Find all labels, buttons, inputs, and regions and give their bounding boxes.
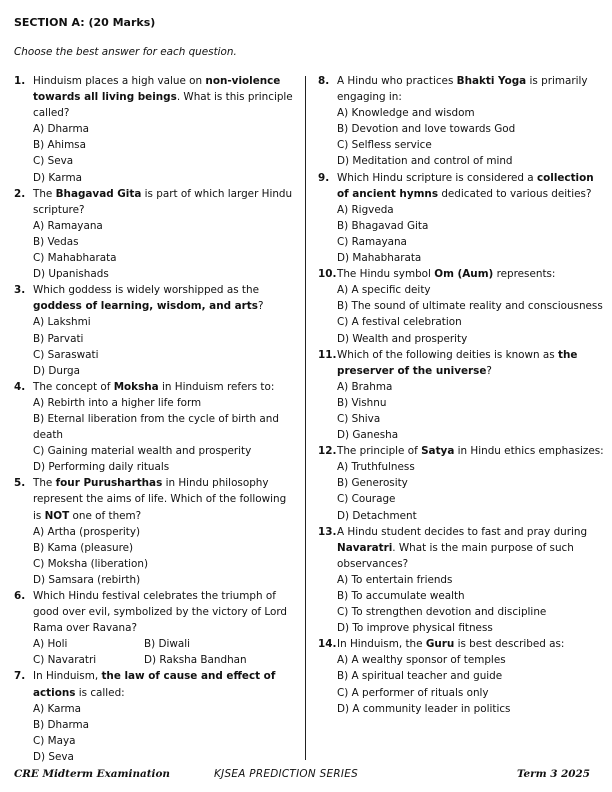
question-text-segment: The xyxy=(33,187,56,200)
question-text-segment: The principle of xyxy=(337,445,422,458)
question-item xyxy=(14,73,296,186)
answer-option: D) Karma xyxy=(33,171,82,184)
question-text-segment: The concept of xyxy=(33,380,114,393)
answer-option: C) To strengthen devotion and discipline xyxy=(337,606,547,619)
questions-column-right xyxy=(318,73,604,717)
question-text xyxy=(33,186,296,218)
question-text-segment: Which Hindu festival celebrates the triumph of good over evil, symbolized by the victory of Lord Rama over Ravana? xyxy=(33,590,288,635)
answer-option: D) Wealth and prosperity xyxy=(337,332,468,345)
answer-option: A) Karma xyxy=(33,702,82,715)
answer-option: D) A community leader in politics xyxy=(337,702,511,715)
question-text-emphasis: Moksha xyxy=(113,380,159,393)
question-text-emphasis: Bhagavad Gita xyxy=(55,187,142,200)
question-text-segment: in Hinduism refers to: xyxy=(158,380,275,393)
question-number: 3. xyxy=(14,284,26,297)
answer-option: C) Ramayana xyxy=(337,235,407,248)
question-item xyxy=(14,186,296,283)
question-text-segment: is primarily engaging in: xyxy=(337,75,588,104)
question-text-segment: In Hinduism, xyxy=(33,670,102,683)
question-text-segment: ? xyxy=(257,300,264,313)
answer-option: D) Upanishads xyxy=(33,268,109,281)
question-text-segment: ? xyxy=(486,364,492,377)
question-text-segment: In Hinduism, the xyxy=(337,638,426,651)
answer-option: B) Generosity xyxy=(337,477,408,490)
instructions: Choose the best answer for each question. xyxy=(14,46,237,58)
answer-option: B) A spiritual teacher and guide xyxy=(337,670,503,683)
answer-option: B) The sound of ultimate reality and consciousness xyxy=(337,300,603,313)
column-divider xyxy=(305,76,306,760)
answer-option: B) Eternal liberation from the cycle of birth and death xyxy=(33,412,279,442)
question-text-emphasis: collection of ancient hymns xyxy=(337,171,594,200)
answer-option: A) A wealthy sponsor of temples xyxy=(337,654,506,667)
question-item xyxy=(318,443,604,523)
question-number: 2. xyxy=(14,187,26,200)
answer-option: A) Dharma xyxy=(33,123,89,136)
question-text-segment: A Hindu student decides to fast and pray during xyxy=(337,525,588,538)
question-item xyxy=(318,524,604,637)
question-text xyxy=(33,475,296,523)
answer-option: A) Rigveda xyxy=(337,203,394,216)
question-text-segment: . What is the main purpose of such observances? xyxy=(337,541,574,570)
question-text xyxy=(33,379,296,395)
answer-option: B) Vedas xyxy=(33,235,79,248)
answer-option: A) Ramayana xyxy=(33,219,103,232)
question-number: 5. xyxy=(14,477,26,490)
question-item xyxy=(318,636,604,716)
question-text-emphasis: NOT xyxy=(44,509,70,522)
question-text-segment: represents: xyxy=(493,268,556,281)
answer-option: C) Shiva xyxy=(337,412,381,425)
question-item xyxy=(14,588,296,668)
question-text-emphasis: Om (Aum) xyxy=(434,268,494,281)
question-text-segment: one of them? xyxy=(69,509,142,522)
section-title: SECTION A: (20 Marks) xyxy=(14,16,156,29)
answer-option: C) Moksha (liberation) xyxy=(33,557,149,570)
answer-option: D) Detachment xyxy=(337,509,417,522)
answer-option: C) Maya xyxy=(33,734,76,747)
question-text-segment: dedicated to various deities? xyxy=(438,187,592,200)
answer-option: C) Selfless service xyxy=(337,139,432,152)
footer-series: KJSEA PREDICTION SERIES xyxy=(214,768,358,780)
answer-option: A) Knowledge and wisdom xyxy=(337,107,475,120)
questions-column-left xyxy=(14,73,296,765)
question-text-emphasis: Bhakti Yoga xyxy=(456,75,527,87)
answer-option: B) Diwali xyxy=(144,638,191,651)
question-number: 13. xyxy=(318,525,337,538)
answer-option: A) Artha (prosperity) xyxy=(33,525,141,538)
question-text-segment: in Hindu philosophy represent the aims of life. Which of the following is xyxy=(33,477,287,522)
question-text-segment: is best described as: xyxy=(454,638,565,651)
question-text-emphasis: the preserver of the universe xyxy=(337,348,578,377)
question-text xyxy=(337,347,604,379)
answer-option: B) Vishnu xyxy=(337,396,387,409)
answer-option: A) Lakshmi xyxy=(33,316,91,329)
question-item xyxy=(14,668,296,765)
question-number: 12. xyxy=(318,445,337,458)
answer-option: A) To entertain friends xyxy=(337,573,453,586)
question-text xyxy=(33,668,296,700)
question-text xyxy=(337,266,604,282)
question-item xyxy=(318,170,604,267)
question-number: 4. xyxy=(14,380,26,393)
question-number: 14. xyxy=(318,638,337,651)
answer-option: D) Mahabharata xyxy=(337,252,422,265)
answer-option: C) Mahabharata xyxy=(33,252,117,265)
question-text xyxy=(33,588,296,636)
answer-option: A) A specific deity xyxy=(337,284,431,297)
answer-option: A) Truthfulness xyxy=(337,461,415,474)
question-text xyxy=(337,443,604,459)
question-item xyxy=(318,73,604,170)
question-text-emphasis: Navaratri xyxy=(337,541,393,554)
answer-option: B) Kama (pleasure) xyxy=(33,541,134,554)
answer-option: D) Seva xyxy=(33,750,74,763)
footer-term: Term 3 2025 xyxy=(516,768,590,780)
question-number: 1. xyxy=(14,75,26,87)
question-number: 11. xyxy=(318,348,337,361)
question-item xyxy=(14,282,296,379)
question-text-segment: The Hindu symbol xyxy=(337,268,435,281)
answer-option: C) Navaratri xyxy=(33,654,97,667)
question-text-emphasis: Guru xyxy=(425,638,455,651)
answer-option: C) A festival celebration xyxy=(337,316,462,329)
question-number: 8. xyxy=(318,75,330,87)
footer-exam-name: CRE Midterm Examination xyxy=(14,768,170,780)
answer-option: C) Saraswati xyxy=(33,348,99,361)
question-text-segment: Which Hindu scripture is considered a xyxy=(337,171,537,184)
answer-option: D) Meditation and control of mind xyxy=(337,155,513,168)
page-footer xyxy=(14,766,600,784)
question-text-emphasis: Satya xyxy=(421,445,455,458)
answer-option: D) Ganesha xyxy=(337,429,399,442)
question-text xyxy=(33,73,296,121)
question-item xyxy=(318,266,604,346)
question-number: 9. xyxy=(318,171,330,184)
question-item xyxy=(14,475,296,588)
answer-option: D) Raksha Bandhan xyxy=(144,654,247,667)
answer-option: B) Bhagavad Gita xyxy=(337,219,429,232)
question-text-segment: A Hindu who practices xyxy=(337,75,457,87)
question-text xyxy=(337,636,604,652)
answer-option: A) Holi xyxy=(33,638,68,651)
answer-option: D) To improve physical fitness xyxy=(337,622,493,635)
question-text-emphasis: the law of cause and effect of actions xyxy=(33,670,276,699)
question-text-emphasis: goddess of learning, wisdom, and arts xyxy=(33,300,258,313)
answer-option: C) Seva xyxy=(33,155,74,168)
question-text-segment: Which goddess is widely worshipped as the xyxy=(33,284,259,297)
question-text-emphasis: four Purusharthas xyxy=(55,477,163,490)
question-text-segment: in Hindu ethics emphasizes: xyxy=(454,445,604,458)
answer-option: A) Rebirth into a higher life form xyxy=(33,396,202,409)
answer-option: B) Devotion and love towards God xyxy=(337,123,516,136)
question-text-emphasis: non-violence towards all living beings xyxy=(33,75,281,104)
answer-option: D) Performing daily rituals xyxy=(33,461,170,474)
question-item xyxy=(14,379,296,476)
question-text xyxy=(337,73,604,105)
question-text-segment: The xyxy=(33,477,56,490)
answer-option: B) To accumulate wealth xyxy=(337,590,465,602)
answer-option: B) Ahimsa xyxy=(33,139,86,152)
answer-option: C) Courage xyxy=(337,493,396,506)
answer-option: B) Parvati xyxy=(33,332,84,345)
answer-option: A) Brahma xyxy=(337,380,393,393)
question-text-segment: is part of which larger Hindu scripture? xyxy=(33,187,293,216)
question-number: 10. xyxy=(318,268,337,281)
question-text xyxy=(33,282,296,314)
answer-option: D) Durga xyxy=(33,364,80,377)
answer-options xyxy=(33,636,296,668)
question-text xyxy=(337,524,604,572)
question-text xyxy=(337,170,604,202)
question-text-segment: Which of the following deities is known as xyxy=(337,348,559,361)
question-text-segment: . What is this principle called? xyxy=(33,91,293,120)
answer-option: C) A performer of rituals only xyxy=(337,686,489,699)
question-item xyxy=(318,347,604,444)
answer-option: C) Gaining material wealth and prosperity xyxy=(33,445,252,458)
answer-option: B) Dharma xyxy=(33,718,90,731)
answer-option: D) Samsara (rebirth) xyxy=(33,573,141,586)
question-text-segment: is called: xyxy=(75,686,125,699)
question-text-segment: Hinduism places a high value on xyxy=(33,75,206,87)
question-number: 6. xyxy=(14,590,26,602)
question-number: 7. xyxy=(14,670,26,683)
